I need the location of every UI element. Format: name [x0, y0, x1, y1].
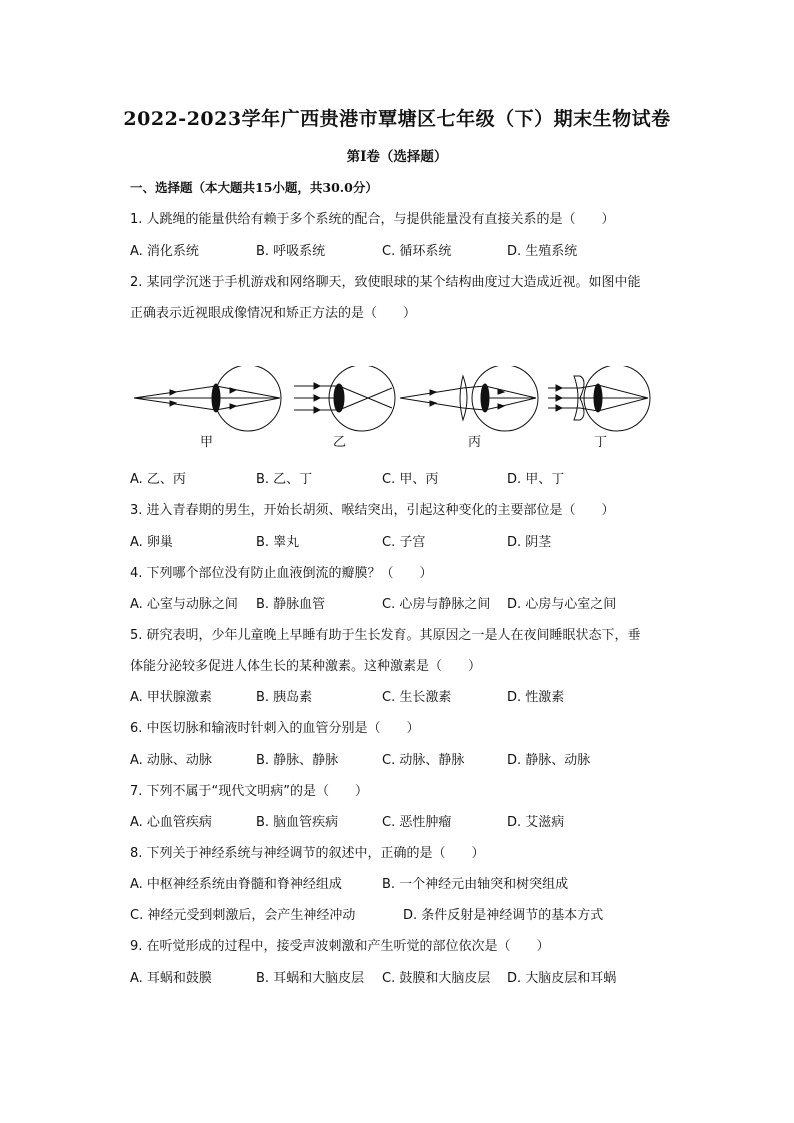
- question-5-stem-line1: 5. 研究表明，少年儿童晚上早睡有助于生长发育。其原因之一是人在夜间睡眠状态下，垂: [130, 628, 641, 643]
- q6-option-d: D. 静脉、动脉: [507, 753, 591, 768]
- question-7-stem: 7. 下列不属于“现代文明病”的是（ ）: [130, 784, 369, 799]
- q7-option-a: A. 心血管疾病: [130, 815, 212, 830]
- q1-option-b: B. 呼吸系统: [256, 244, 326, 259]
- q6-option-b: B. 静脉、静脉: [256, 753, 339, 768]
- q7-option-b: B. 脑血管疾病: [256, 815, 339, 830]
- label-bing: 丙: [468, 435, 482, 450]
- label-jia: 甲: [200, 435, 214, 450]
- q3-option-c: C. 子宫: [382, 535, 426, 550]
- figure-bing: [400, 366, 538, 431]
- q1-option-c: C. 循环系统: [382, 244, 452, 259]
- label-yi: 乙: [333, 435, 347, 450]
- question-2-stem-line1: 2. 某同学沉迷于手机游戏和网络聊天，致使眼球的某个结构曲度过大造成近视。如图中能: [130, 275, 641, 290]
- q4-option-b: B. 静脉血管: [256, 597, 326, 612]
- q9-option-c: C. 鼓膜和大脑皮层: [382, 971, 491, 986]
- question-8-stem: 8. 下列关于神经系统与神经调节的叙述中，正确的是（ ）: [130, 846, 485, 861]
- question-5-stem-line2: 体能分泌较多促进人体生长的某种激素。这种激素是（ ）: [130, 659, 482, 674]
- exam-title: 2022-2023学年广西贵港市覃塘区七年级（下）期末生物试卷: [123, 108, 671, 130]
- q6-option-c: C. 动脉、静脉: [382, 753, 465, 768]
- q9-option-b: B. 耳蜗和大脑皮层: [256, 971, 365, 986]
- q5-option-a: A. 甲状腺激素: [130, 690, 212, 705]
- q1-option-a: A. 消化系统: [130, 244, 199, 259]
- section-heading: 一、选择题（本大题共15小题，共30.0分）: [130, 180, 378, 195]
- q5-option-b: B. 胰岛素: [256, 690, 313, 705]
- q3-option-d: D. 阴茎: [507, 535, 552, 550]
- q3-option-b: B. 睾丸: [256, 535, 300, 550]
- figure-yi: [294, 366, 395, 431]
- figure-ding: [548, 366, 650, 431]
- q9-option-d: D. 大脑皮层和耳蜗: [507, 971, 617, 986]
- myopia-eye-diagram: [130, 366, 670, 456]
- q3-option-a: A. 卵巢: [130, 535, 173, 550]
- question-3-stem: 3. 进入青春期的男生，开始长胡须、喉结突出，引起这种变化的主要部位是（ ）: [130, 503, 615, 518]
- q5-option-d: D. 性激素: [507, 690, 565, 705]
- volume-title: 第I卷（选择题）: [346, 149, 448, 165]
- figure-jia: [134, 366, 281, 431]
- q1-option-d: D. 生殖系统: [507, 244, 578, 259]
- q2-option-b: B. 乙、丁: [256, 472, 313, 487]
- q8-option-b: B. 一个神经元由轴突和树突组成: [382, 877, 569, 892]
- q2-option-a: A. 乙、丙: [130, 472, 186, 487]
- q4-option-c: C. 心房与静脉之间: [382, 597, 491, 612]
- q4-option-d: D. 心房与心室之间: [507, 597, 617, 612]
- q6-option-a: A. 动脉、动脉: [130, 753, 212, 768]
- question-1-stem: 1. 人跳绳的能量供给有赖于多个系统的配合，与提供能量没有直接关系的是（ ）: [130, 212, 615, 227]
- q7-option-c: C. 恶性肿瘤: [382, 815, 452, 830]
- label-ding: 丁: [594, 435, 608, 450]
- question-4-stem: 4. 下列哪个部位没有防止血液倒流的瓣膜？（ ）: [130, 566, 433, 581]
- question-9-stem: 9. 在听觉形成的过程中，接受声波刺激和产生听觉的部位依次是（ ）: [130, 939, 550, 954]
- q5-option-c: C. 生长激素: [382, 690, 452, 705]
- q2-option-c: C. 甲、丙: [382, 472, 439, 487]
- q8-option-c: C. 神经元受到刺激后，会产生神经冲动: [130, 908, 356, 923]
- question-6-stem: 6. 中医切脉和输液时针刺入的血管分别是（ ）: [130, 721, 420, 736]
- q7-option-d: D. 艾滋病: [507, 815, 565, 830]
- q2-option-d: D. 甲、丁: [507, 472, 565, 487]
- q9-option-a: A. 耳蜗和鼓膜: [130, 971, 212, 986]
- q4-option-a: A. 心室与动脉之间: [130, 597, 238, 612]
- question-2-stem-line2: 正确表示近视眼成像情况和矫正方法的是（ ）: [130, 306, 417, 321]
- q8-option-d: D. 条件反射是神经调节的基本方式: [403, 908, 604, 923]
- q8-option-a: A. 中枢神经系统由脊髓和脊神经组成: [130, 877, 342, 892]
